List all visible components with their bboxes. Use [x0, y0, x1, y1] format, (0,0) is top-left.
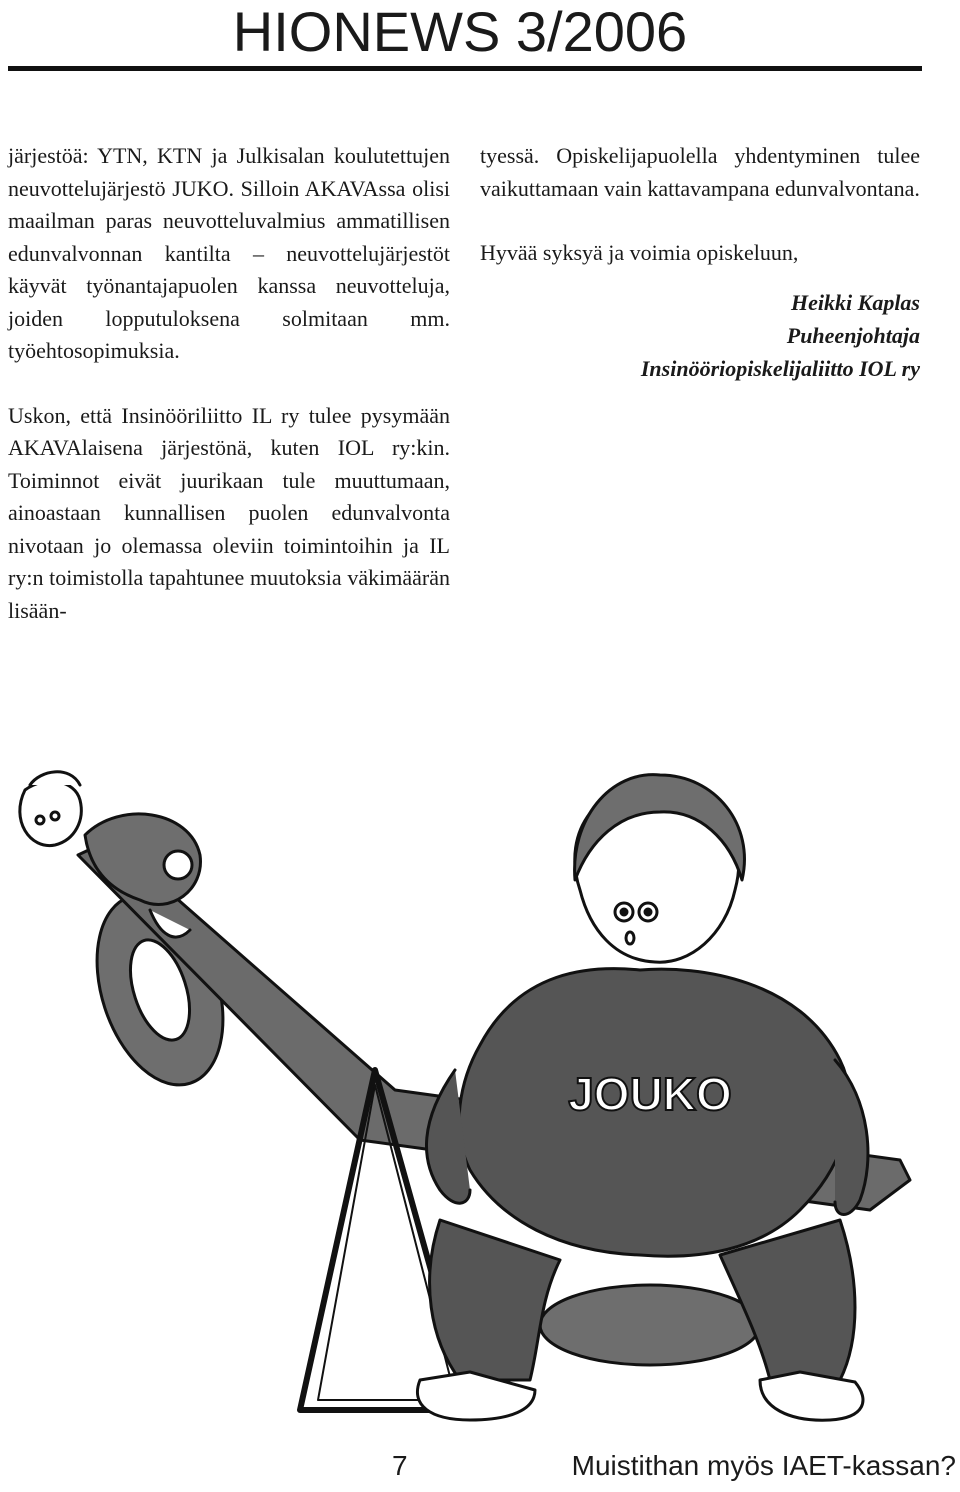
page-number: 7 — [392, 1450, 408, 1481]
left-column — [8, 140, 450, 627]
header-rule — [8, 66, 922, 71]
footer-note: Muistithan myös IAET-kassan? — [571, 1450, 956, 1481]
greeting: Hyvää syksyä ja voimia opiskeluun, — [480, 240, 799, 265]
right-column — [480, 140, 920, 385]
seesaw-illustration — [0, 740, 960, 1450]
signature-role: Puheenjohtaja — [786, 322, 920, 348]
shirt-text: JOUKO — [568, 1068, 732, 1120]
left-paragraph-2: Uskon, että Insinööriliitto IL ry tulee pysymään AKAVAlaisena järjestönä, kuten IOL ry:kin. Toiminnot eivät juurikaan tule muuttumaan, ainoastaan kunnallisen puolen edunvalvonta nivotaan jo olemassa oleviin toimintoihin ja IL ry:n toimistolla tapahtunee muutoksia väkimäärän lisään- — [8, 402, 450, 623]
right-tire — [540, 1285, 760, 1365]
left-paragraph-1: järjestöä: YTN, KTN ja Julkisalan koulutettujen neuvottelujärjestö JUKO. Silloin AKAVAssa olisi maailman paras neuvotteluvalmius ammatillisen edunvalvonnan kantilta – neuvottelujärjestöt käyvät työnantajapuolen kanssa neuvotteluja, joiden lopputuloksena solmitaan mm. työehtosopimuksia. — [8, 143, 450, 363]
newsletter-title: HIONEWS 3/2006 — [232, 0, 688, 63]
signature-name: Heikki Kaplas — [791, 289, 920, 315]
signature-organization: Insinööriopiskelijaliitto IOL ry — [640, 355, 920, 381]
right-paragraph-1: tyessä. Opiskelijapuolella yhdentyminen tulee vaikuttamaan vain kattavampana edunvalvontana. — [480, 143, 920, 201]
